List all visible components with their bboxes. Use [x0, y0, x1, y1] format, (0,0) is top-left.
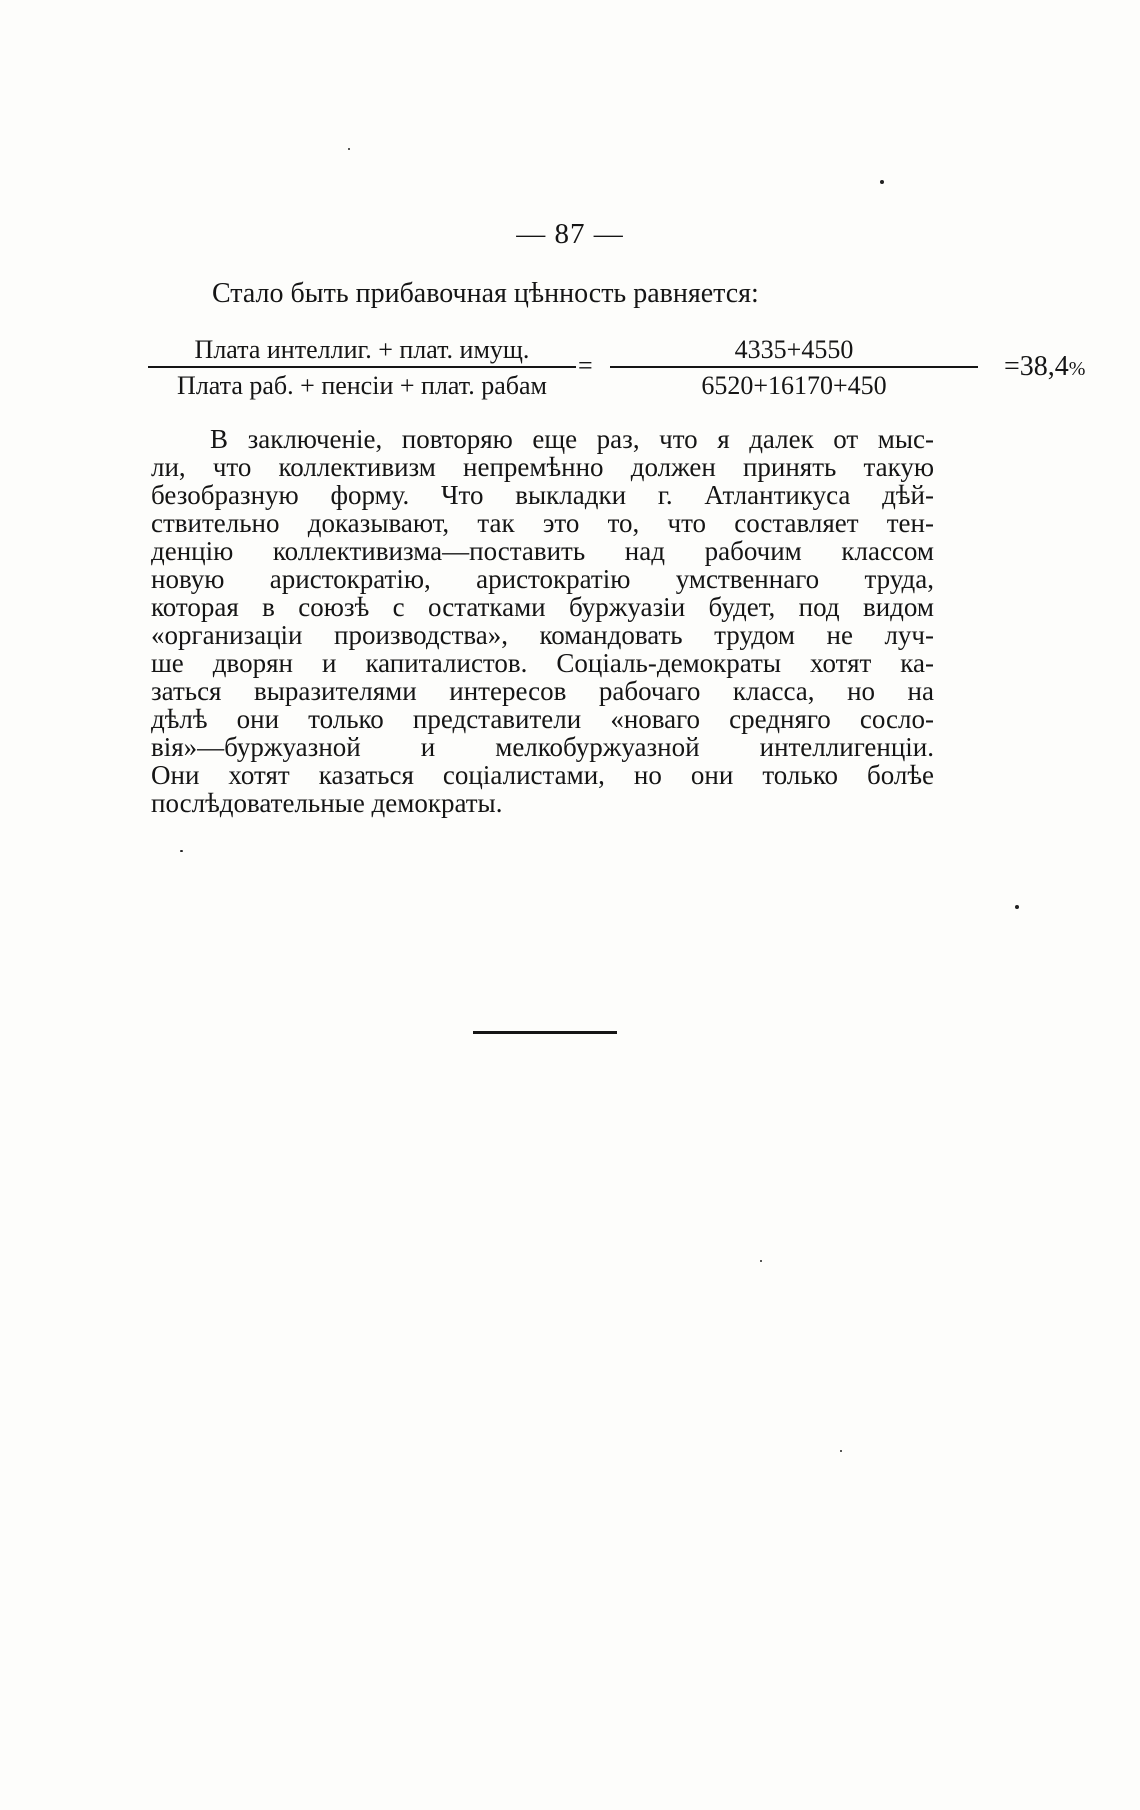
scan-speck	[1015, 905, 1019, 909]
result-unit: %	[1068, 358, 1086, 380]
number-denominator: 6520+16170+450	[701, 371, 887, 400]
paragraph-line: денцію коллективизма—поставить над рабочим классом	[151, 536, 934, 566]
paragraph-line: новую аристократію, аристократію умственнаго труда,	[151, 564, 934, 594]
scan-speck	[348, 148, 350, 150]
scan-speck	[840, 1450, 842, 1452]
paragraph-line: ствительно доказывают, так это то, что составляет тен-	[151, 508, 934, 538]
scan-speck	[760, 1260, 762, 1262]
paragraph-line: послѣдовательные демократы.	[151, 788, 503, 818]
number-fraction	[610, 333, 978, 404]
word-denominator: Плата раб. + пенсіи + плат. рабам	[177, 371, 547, 400]
number-numerator: 4335+4550	[734, 335, 854, 364]
paragraph-line: Они хотят казаться соціалистами, но они только болѣе	[151, 760, 934, 790]
formula-result	[1004, 351, 1085, 383]
intro-sentence: Стало быть прибавочная цѣнность равняется:	[212, 278, 759, 309]
equals-sign: =	[578, 351, 593, 380]
paragraph-line: вія»—буржуазной и мелкобуржуазной интеллигенціи.	[151, 732, 934, 762]
scan-speck	[180, 850, 183, 852]
page-number: — 87 —	[516, 218, 624, 250]
section-end-rule	[473, 1031, 617, 1034]
paragraph-line: безобразную форму. Что выкладки г. Атлантикуса дѣй-	[151, 480, 934, 510]
paragraph-line: заться выразителями интересов рабочаго класса, но на	[151, 676, 934, 706]
scan-speck	[880, 180, 884, 184]
word-numerator: Плата интеллиг. + плат. имущ.	[194, 335, 530, 364]
paragraph-line: «организаціи производства», командовать трудом не луч-	[151, 620, 934, 650]
paragraph-line: В заключеніе, повторяю еще раз, что я далек от мыс-	[210, 424, 934, 454]
paragraph-line: которая в союзѣ с остатками буржуазіи будет, под видом	[151, 592, 934, 622]
word-fraction	[148, 333, 576, 404]
result-value: =38,4	[1004, 351, 1069, 382]
paragraph-line: дѣлѣ они только представители «новаго средняго сосло-	[151, 704, 934, 734]
paragraph-line: ли, что коллективизм непремѣнно должен принять такую	[151, 452, 934, 482]
paragraph-line: ше дворян и капиталистов. Соціаль-демократы хотят ка-	[151, 648, 934, 678]
surplus-value-formula	[148, 333, 1086, 411]
concluding-paragraph	[151, 425, 934, 817]
